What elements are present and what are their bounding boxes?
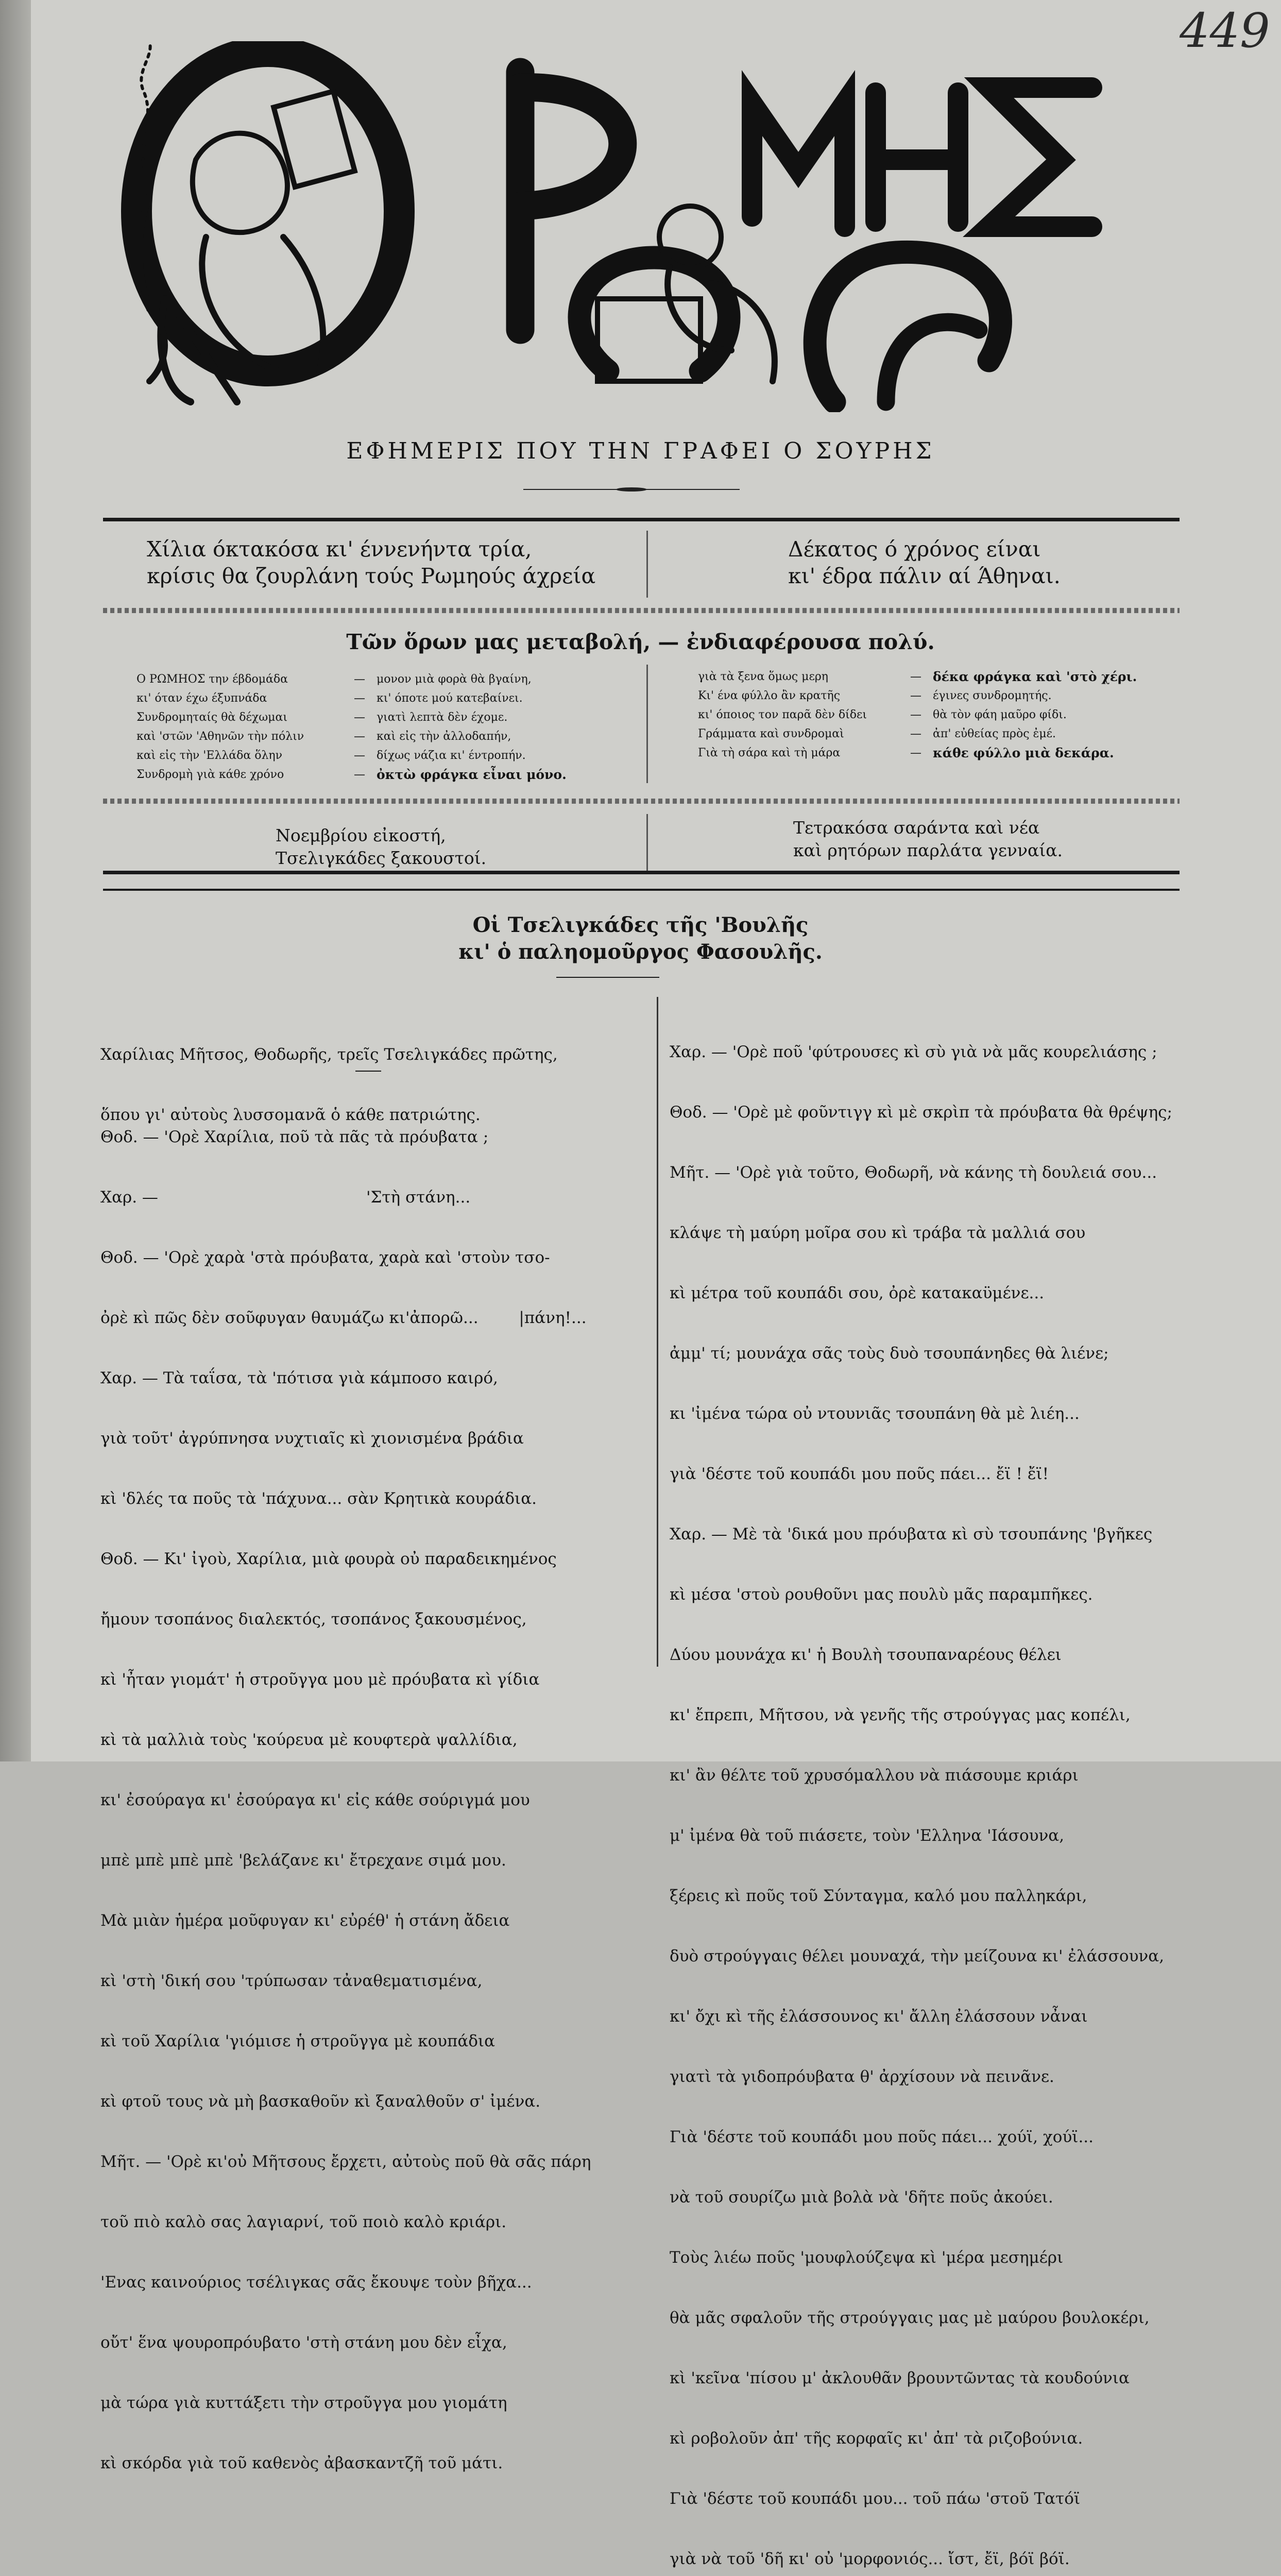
article-title-line: κι' ὁ παληομοῦργος Φασουλῆς. — [458, 940, 823, 964]
poem-line: κὶ 'δλές τα ποῦς τὰ 'πάχυνα... σὰν Κρητικὰ κουράδια. — [100, 1489, 537, 1508]
header-info-right — [788, 536, 1061, 589]
date-right-line: Τετρακόσα σαράντα καὶ νέα — [793, 818, 1040, 838]
terms-cell: μονον μιὰ φορὰ θὰ βγαίνη, — [377, 673, 532, 686]
poem-line: κὶ 'στὴ 'δική σου 'τρύπωσαν τἀναθεματισμένα, — [100, 1972, 483, 1990]
header-info-left — [147, 536, 595, 589]
poem-line: γιὰ 'δέστε τοῦ κουπάδι μου ποῦς πάει... ἔϊ ! ἔϊ! — [670, 1465, 1049, 1483]
terms-row — [698, 705, 1137, 724]
poem-line: μὰ τώρα γιὰ κυττάξετι τὴν στροῦγγα μου γιομάτη — [100, 2394, 507, 2412]
terms-cell: κι' όποτε μού κατεβαίνει. — [377, 692, 523, 705]
terms-dash: — — [910, 727, 921, 740]
terms-cell: γιατὶ λεπτὰ δὲν έχομε. — [377, 711, 508, 724]
terms-cell: ἀπ' εὐθείας πρὸς ἐμέ. — [933, 727, 1056, 740]
poem-line: κλάψε τὴ μαύρη μοῖρα σου κὶ τράβα τὰ μαλλιά σου — [670, 1224, 1086, 1242]
terms-cell: Συνδρομὴ γιὰ κάθε χρόνο — [136, 768, 284, 781]
terms-row — [698, 686, 1137, 705]
poem-line: γιὰ τοῦτ' ἀγρύπνησα νυχτιαῖς κὶ χιονισμένα βράδια — [100, 1429, 524, 1448]
poem-line: Γιὰ 'δέστε τοῦ κουπάδι μου ποῦς πάει... χούϊ, χούϊ... — [670, 2128, 1094, 2146]
poem-line: ὀρὲ κὶ πῶς δὲν σοῦφυγαν θαυμάζω κι'ἀπορῶ... |πάνη!... — [100, 1309, 587, 1327]
intro-line: Χαρίλιας Μῆτσος, Θοδωρῆς, τρεῖς Τσελιγκάδες πρῶτης, — [100, 1045, 558, 1064]
masthead-illustration — [113, 41, 1143, 412]
terms-title: Τῶν ὅρων μας μεταβολή, — ἐνδιαφέρουσα πολύ. — [346, 630, 935, 654]
masthead-letter-sigma-shape — [989, 88, 1092, 227]
terms-dash: — — [910, 708, 921, 721]
ornament-rule — [523, 487, 740, 492]
poem-line: κὶ σκόρδα γιὰ τοῦ καθενὸς ἀβασκαντζῆ τοῦ μάτι. — [100, 2454, 503, 2472]
masthead-letter-eta-shape — [876, 93, 958, 222]
terms-dash: — — [910, 689, 921, 702]
header-info-right-line: κι' έδρα πάλιν αί Άθηναι. — [788, 564, 1061, 588]
terms-right-column — [698, 667, 1137, 762]
poem-line: κὶ μέτρα τοῦ κουπάδι σου, ὀρὲ κατακαϋμένε... — [670, 1284, 1045, 1302]
poem-line: κι' ἔπρεπι, Μῆτσου, νὰ γενῆς τῆς στρούγγας μας κοπέλι, — [670, 1706, 1131, 1724]
poem-line: θὰ μᾶς σφαλοῦν τῆς στρούγγαις μας μὲ μαύρου βουλοκέρι, — [670, 2309, 1150, 2327]
poem-line: κὶ τὰ μαλλιὰ τοὺς 'κούρευα μὲ κουφτερὰ ψαλλίδια, — [100, 1731, 518, 1749]
poem-line: 'Ενας καινούριος τσέλιγκας σᾶς ἔκουψε τοὺν βῆχα... — [100, 2273, 532, 2292]
terms-cell: θὰ τὸν φάη μαῦρο φίδι. — [933, 708, 1067, 721]
poem-line: Μῆτ. — 'Ορὲ γιὰ τοῦτο, Θοδωρῆ, νὰ κάνης τὴ δουλειά σου... — [670, 1163, 1157, 1182]
poem-line: κὶ μέσα 'στοὺ ρουθοῦνι μας πουλὺ μᾶς παραμπῆκες. — [670, 1585, 1093, 1604]
terms-cell: γιὰ τὰ ξενα ὅμως μερη — [698, 670, 828, 683]
header-info-left-line: Χίλια όκτακόσα κι' έννενήντα τρία, — [147, 537, 532, 562]
terms-cell: δέκα φράγκα καὶ 'στὸ χέρι. — [933, 669, 1137, 684]
article-title — [0, 912, 1281, 965]
poem-line: Δύου μουνάχα κι' ἡ Βουλὴ τσουπαναρέους θέλει — [670, 1646, 1062, 1664]
poem-line: ἤμουν τσοπάνος διαλεκτός, τσοπάνος ξακουσμένος, — [100, 1610, 527, 1629]
terms-row — [698, 667, 1137, 686]
date-left-line: Νοεμβρίου εἰκοστή, — [276, 825, 446, 845]
poem-line: Γιὰ 'δέστε τοῦ κουπάδι μου... τοῦ πάω 'στοῦ Τατόϊ — [670, 2489, 1081, 2508]
terms-dash: — — [354, 730, 365, 743]
poem-line: κι 'ἰμένα τώρα οὐ ντουνιᾶς τσουπάνη θὰ μὲ λιέη... — [670, 1404, 1080, 1423]
date-left — [276, 824, 486, 870]
terms-cell: Γράμματα καὶ συνδρομαὶ — [698, 727, 844, 740]
poem-line: Τοὺς λιέω ποῦς 'μουφλούζεψα κὶ 'μέρα μεσημέρι — [670, 2248, 1064, 2267]
mid-thin-rule — [103, 889, 1180, 891]
terms-row — [136, 670, 567, 689]
poem-line: κι' ὄχι κὶ τῆς ἐλάσσουνος κι' ἄλλη ἐλάσσουν νἆναι — [670, 2007, 1088, 2026]
poem-line: Χαρ. — 'Ορὲ ποῦ 'φύτρουσες κὶ σὺ γιὰ νὰ μᾶς κουρελιάσης ; — [670, 1043, 1157, 1061]
poem-line: Θοδ. — 'Ορὲ Χαρίλια, ποῦ τὰ πᾶς τὰ πρόυβατα ; — [100, 1128, 489, 1146]
date-divider — [646, 814, 648, 871]
terms-row — [698, 724, 1137, 743]
poem-line: κι' ἐσούραγα κι' ἐσούραγα κι' εἰς κάθε σούριγμά μου — [100, 1791, 530, 1809]
masthead-letter-mu-shape — [752, 103, 845, 227]
poem-line: ἀμμ' τί; μουνάχα σᾶς τοὺς δυὸ τσουπάνηδες θὰ λιένε; — [670, 1344, 1109, 1363]
intro-dash — [355, 1071, 381, 1072]
terms-divider — [646, 665, 648, 783]
terms-cell: Ο ΡΩΜΗΟΣ την έβδομάδα — [136, 673, 288, 686]
poem-line: Μῆτ. — 'Ορὲ κι'οὐ Μῆτσους ἔρχετι, αὐτοὺς ποῦ θὰ σᾶς πάρη — [100, 2153, 591, 2171]
poem-line: ξέρεις κὶ ποῦς τοῦ Σύνταγμα, καλό μου παλληκάρι, — [670, 1887, 1087, 1905]
poem-line: δυὸ στρούγγαις θέλει μουναχά, τὴν μείζουνα κι' ἐλάσσουνα, — [670, 1947, 1165, 1965]
terms-dash: — — [354, 692, 365, 705]
poem-line: κὶ φτοῦ τους νὰ μὴ βασκαθοῦν κὶ ξαναλθοῦν σ' ἰμένα. — [100, 2092, 541, 2111]
terms-cell: καὶ εἰς τὴν ἀλλοδαπήν, — [377, 730, 511, 743]
top-thick-rule — [103, 518, 1180, 521]
terms-cell: ὀκτὼ φράγκα εἶναι μόνο. — [377, 767, 567, 782]
poem-line: Χαρ. — Μὲ τὰ 'δικά μου πρόυβατα κὶ σὺ τσουπάνης 'βγῆκες — [670, 1525, 1153, 1544]
terms-left-column — [136, 670, 567, 784]
terms-dash: — — [910, 670, 921, 683]
terms-row — [136, 708, 567, 727]
header-info-right-line: Δέκατος ό χρόνος είναι — [788, 537, 1041, 562]
poem-line: γιατὶ τὰ γιδοπρόυβατα θ' ἀρχίσουν νὰ πεινᾶνε. — [670, 2067, 1054, 2086]
terms-cell: Συνδρομηταίς θὰ δέχωμαι — [136, 711, 287, 724]
masthead-letter-omega-shape — [579, 258, 729, 371]
poem-line: κὶ ροβολοῦν ἀπ' τῆς κορφαῖς κι' ἀπ' τὰ ριζοβούνια. — [670, 2429, 1083, 2448]
poem-line: μπὲ μπὲ μπὲ μπὲ 'βελάζανε κι' ἔτρεχανε σιμά μου. — [100, 1851, 506, 1870]
poem-line: Θοδ. — Κι' ἰγοὺ, Χαρίλια, μιὰ φουρὰ οὐ παραδεικημένος — [100, 1550, 557, 1568]
terms-cell: Γιὰ τὴ σάρα καὶ τὴ μάρα — [698, 747, 841, 759]
intro-line: ὅπου γι' αὐτοὺς λυσσομανᾶ ὁ κάθε πατριώτης. — [100, 1106, 481, 1124]
poem-line: μ' ἰμένα θὰ τοῦ πιάσετε, τοὺν 'Ελληνα 'Ιάσουνα, — [670, 1826, 1065, 1845]
header-info-divider — [646, 531, 648, 598]
terms-row — [136, 689, 567, 708]
terms-dash: — — [354, 673, 365, 686]
terms-cell: καὶ 'στῶν 'Αθηνῶν τὴν πόλιν — [136, 730, 304, 743]
title-underline — [556, 977, 659, 978]
terms-dash: — — [910, 747, 921, 759]
poem-line: κὶ 'ἦταν γιομάτ' ἡ στροῦγγα μου μὲ πρόυβατα κὶ γίδια — [100, 1670, 540, 1689]
date-right-line: καὶ ρητόρων παρλάτα γενναία. — [793, 840, 1063, 860]
terms-row — [136, 746, 567, 765]
terms-row — [698, 743, 1137, 762]
terms-cell: δίχως νάζια κι' έντροπήν. — [377, 749, 526, 762]
terms-dash: — — [354, 711, 365, 724]
column-divider — [657, 997, 658, 1667]
poem-line: Χαρ. — Τὰ ταΐσα, τὰ 'πότισα γιὰ κάμποσο καιρό, — [100, 1369, 498, 1387]
terms-cell: κι' όποιος τον παρᾶ δὲν δίδει — [698, 708, 867, 721]
handwritten-page-number: 449 — [1180, 3, 1270, 58]
poem-line: κὶ 'κεῖνα 'πίσου μ' ἀκλουθᾶν βρουντῶντας τὰ κουδούνια — [670, 2369, 1130, 2387]
article-left-column — [100, 1087, 591, 2494]
newspaper-tagline: ΕΦΗΜΕΡΙΣ ΠΟΥ ΤΗΝ ΓΡΑΦΕΙ Ο ΣΟΥΡΗΣ — [346, 438, 935, 464]
poem-line: τοῦ πιὸ καλὸ σας λαγιαρνί, τοῦ ποιὸ καλὸ κριάρι. — [100, 2213, 507, 2231]
article-title-line: Οἱ Τσελιγκάδες τῆς 'Βουλῆς — [472, 913, 809, 937]
poem-line: κι' ἂν θέλτε τοῦ χρυσόμαλλου νὰ πιάσουμε κριάρι — [670, 1766, 1079, 1785]
date-right — [793, 817, 1063, 862]
masthead-letter-o-shape — [136, 52, 399, 371]
poem-line: Χαρ. — 'Στὴ στάνη... — [100, 1188, 471, 1207]
terms-dash: — — [354, 768, 365, 781]
terms-cell: Κι' ένα φύλλο ἂν κρατῆς — [698, 689, 841, 702]
poem-line: οὔτ' ἕνα ψουροπρόυβατο 'στὴ στάνη μου δὲν εἶχα, — [100, 2333, 507, 2352]
article-right-column — [670, 1002, 1172, 2576]
man-head-figure — [193, 133, 287, 232]
binding-spine — [0, 0, 31, 1761]
terms-cell: έγινες συνδρομητής. — [933, 689, 1052, 702]
terms-row — [136, 765, 567, 784]
terms-row — [136, 727, 567, 746]
wavy-rule — [103, 608, 1180, 613]
poem-line: γιὰ νὰ τοῦ 'δῆ κι' οὐ 'μορφονιός... ἴστ, ἔϊ, βόϊ βόϊ. — [670, 2550, 1070, 2568]
header-info-left-line: κρίσις θα ζουρλάνη τούς Ρωμηούς άχρεία — [147, 564, 596, 588]
poem-line: Θοδ. — 'Ορὲ χαρὰ 'στὰ πρόυβατα, χαρὰ καὶ 'στοὺν τσο- — [100, 1248, 550, 1267]
poem-line: Μὰ μιὰν ἡμέρα μοῦφυγαν κι' εὐρέθ' ἡ στάνη ἄδεια — [100, 1911, 510, 1930]
terms-cell: κάθε φύλλο μιὰ δεκάρα. — [933, 745, 1114, 760]
mid-thick-rule — [103, 871, 1180, 874]
poem-line: κὶ τοῦ Χαρίλια 'γιόμισε ἡ στροῦγγα μὲ κουπάδια — [100, 2032, 496, 2050]
poem-line: νὰ τοῦ σουρίζω μιὰ βολὰ νὰ 'δῆτε ποῦς ἀκούει. — [670, 2188, 1053, 2207]
poem-line: Θοδ. — 'Ορὲ μὲ φοῦντιγγ κὶ μὲ σκρὶπ τὰ πρόυβατα θὰ θρέψης; — [670, 1103, 1172, 1122]
date-left-line: Τσελιγκάδες ξακουστοί. — [276, 848, 487, 868]
terms-cell: κι' όταν έχω έξυπνάδα — [136, 692, 267, 705]
terms-dash: — — [354, 749, 365, 762]
wavy-rule — [103, 799, 1180, 804]
terms-cell: καὶ εἰς τὴν 'Ελλάδα ὅλην — [136, 749, 282, 762]
